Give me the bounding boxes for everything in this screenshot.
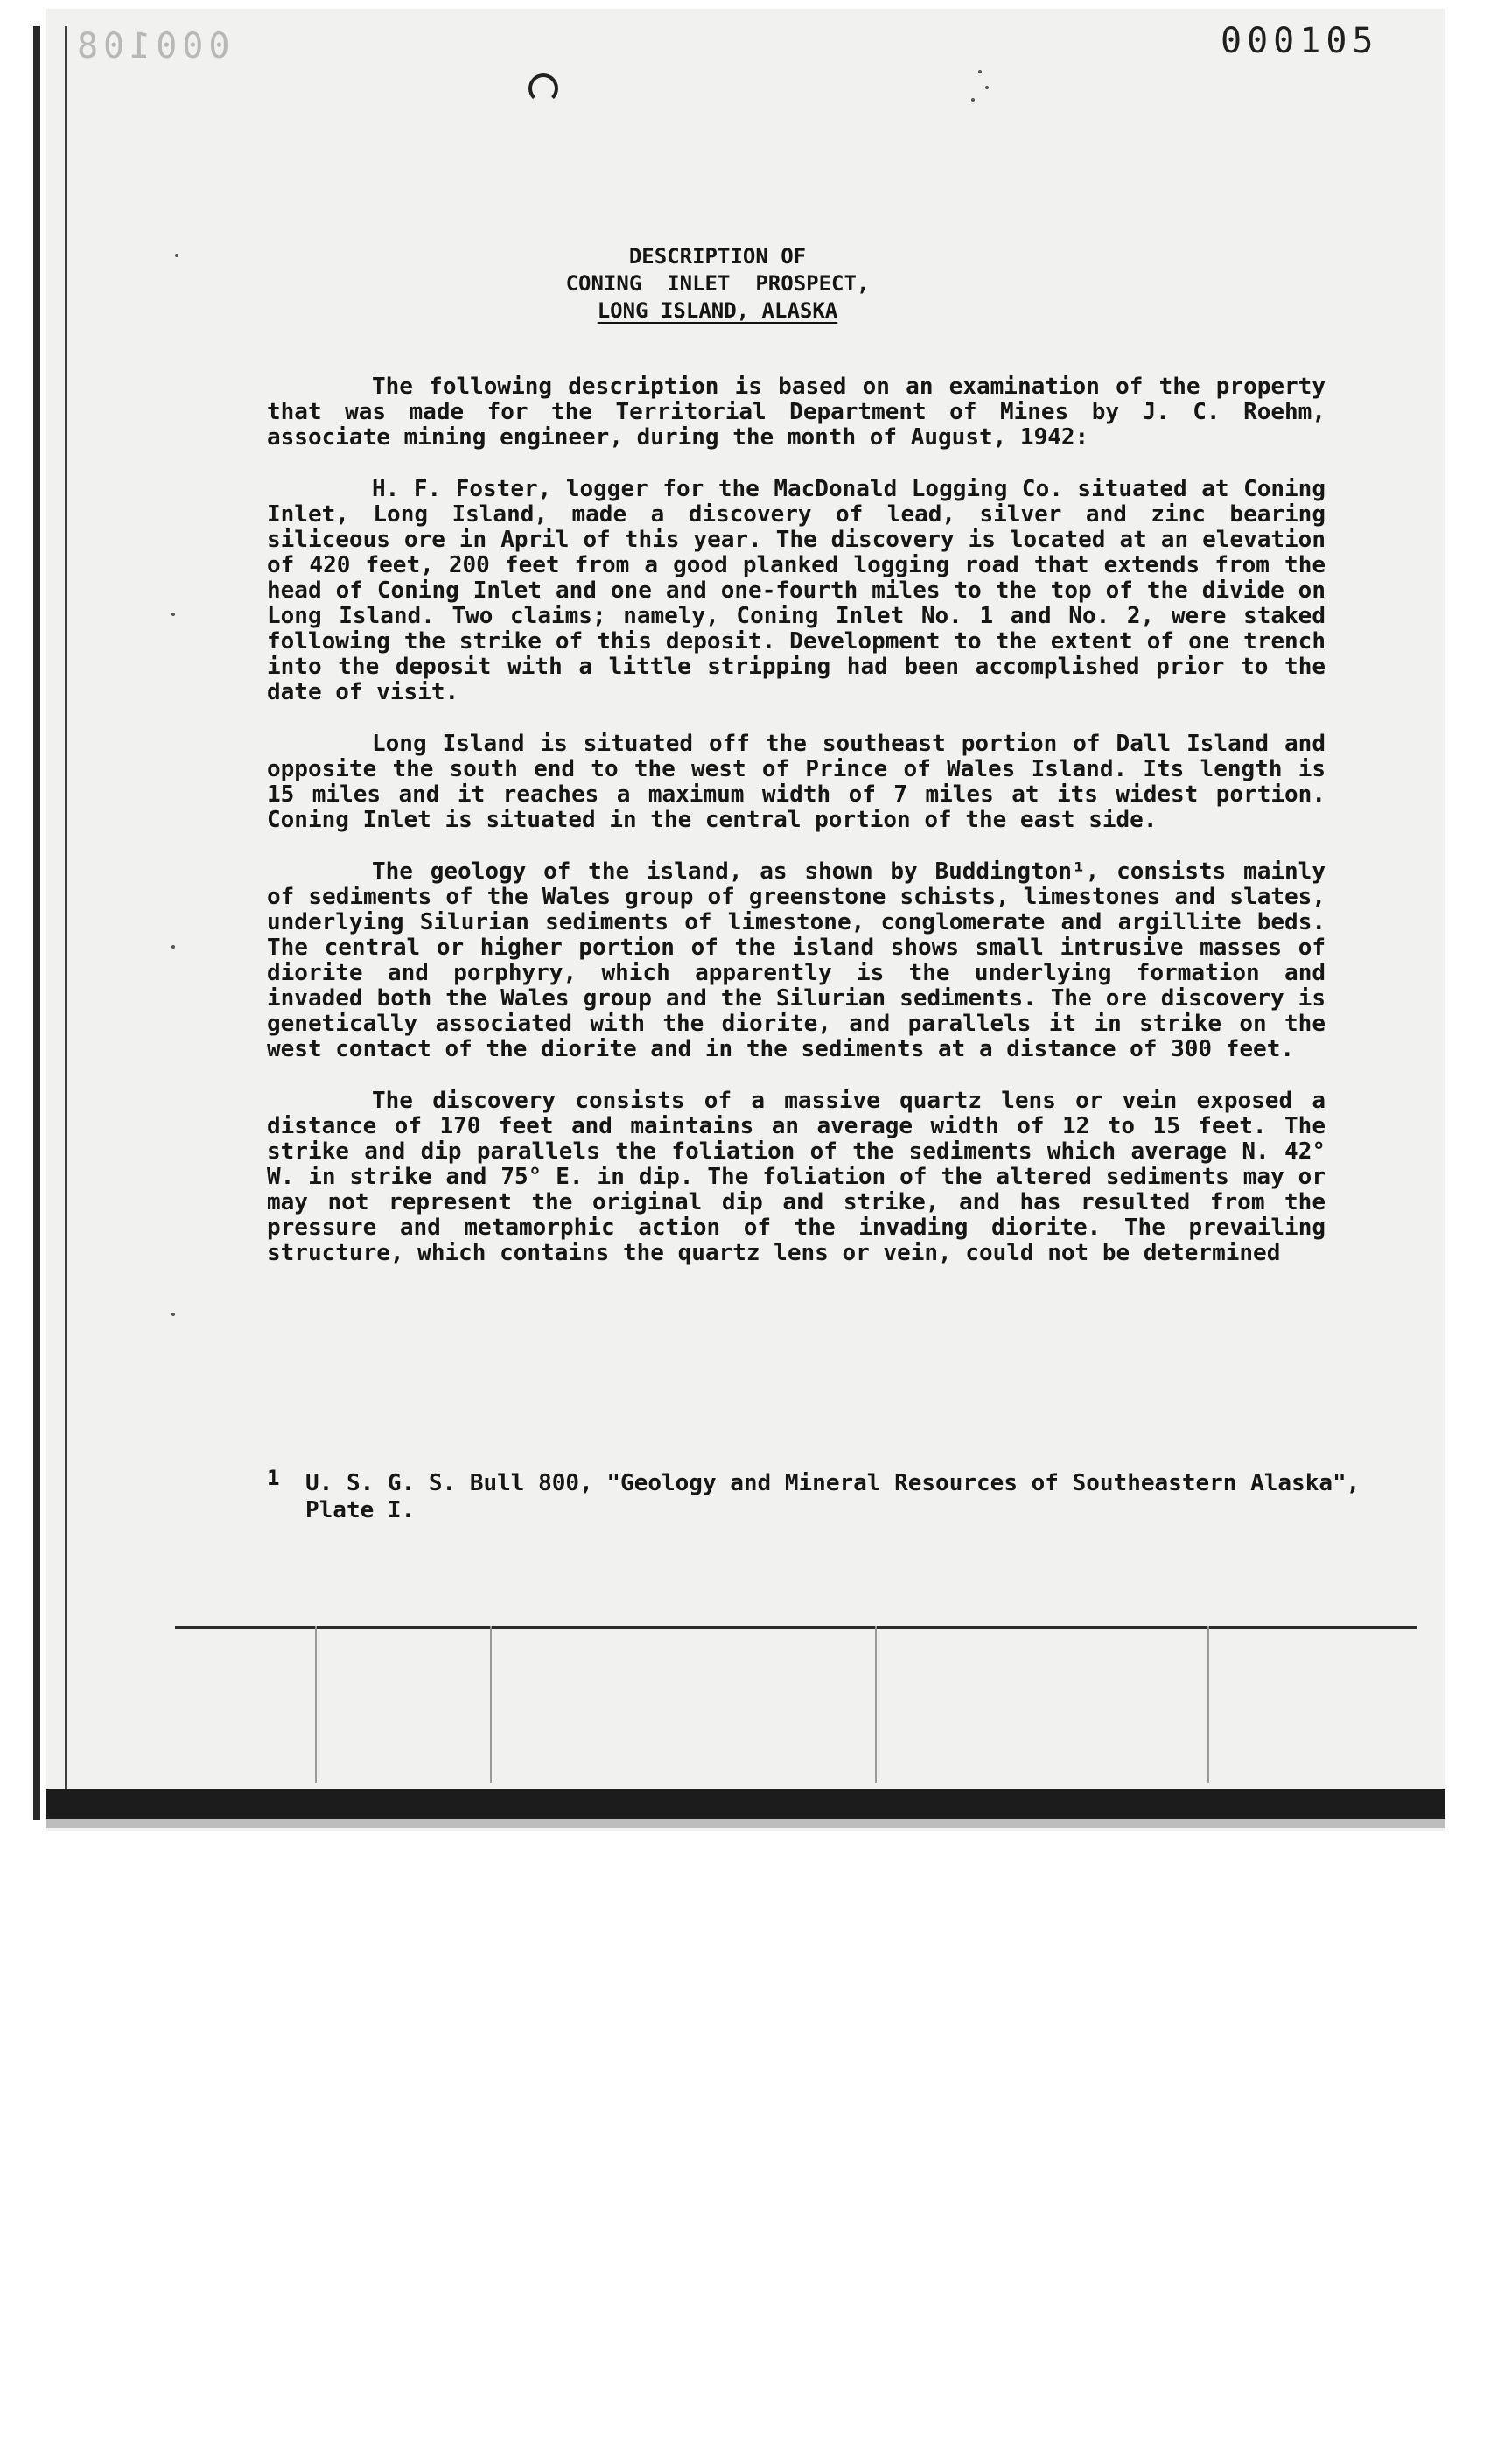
paragraph-geology: The geology of the island, as shown by Buddington¹, consists mainly of sediments of the Wales group of greenstone schists, limestones and slates, underlying Silurian sediments of limestone, conglomerate and argillite beds. The central or higher portion of the island shows small intrusive masses of diorite and porphyry, which apparently is the underlying formation and invaded both the Wales group and the Silurian sediments. The ore discovery is genetically associated with the diorite, and parallels it in strike on the west contact of the diorite and in the sediments at a distance of 300 feet.: [267, 858, 1326, 1062]
bleed-through-stamp: 000108: [72, 26, 230, 66]
document-heading: [490, 243, 945, 325]
bottom-rule: [175, 1626, 1418, 1629]
paragraph-deposit: The discovery consists of a massive quartz lens or vein exposed a distance of 170 feet and maintains an average width of 12 to 15 feet. The strike and dip parallels the foliation of the sediments which average N. 42° W. in strike and 75° E. in dip. The foliation of the altered sediments may or may not represent the original dip and strike, and has resulted from the pressure and metamorphic action of the invading diorite. The prevailing structure, which contains the quartz lens or vein, could not be determined: [267, 1088, 1326, 1266]
punch-hole-mark: [528, 74, 558, 103]
paragraph-intro: The following description is based on an examination of the property that was made for the Territorial Department of Mines by J. C. Roehm, associate mining engineer, during the month of August, 1942:: [267, 374, 1326, 451]
footnote-text: U. S. G. S. Bull 800, "Geology and Mineral Resources of Southeastern Alaska", Plate I.: [305, 1470, 1361, 1523]
footnote: [267, 1466, 1390, 1524]
faint-vertical-mark: [490, 1626, 492, 1783]
faint-vertical-mark: [1208, 1626, 1209, 1783]
scan-bottom-edge: [46, 1789, 1446, 1819]
paragraph-discovery: H. F. Foster, logger for the MacDonald Logging Co. situated at Coning Inlet, Long Island, made a discovery of lead, silver and zinc bearing siliceous ore in April of this year. The discovery is located at an elevation of 420 feet, 200 feet from a good planked logging road that extends from the head of Coning Inlet and one and one-fourth miles to the top of the divide on Long Island. Two claims; namely, Coning Inlet No. 1 and No. 2, were staked following the strike of this deposit. Development to the extent of one trench into the deposit with a little stripping had been accomplished prior to the date of visit.: [267, 476, 1326, 705]
speck: [978, 70, 982, 74]
speck: [172, 612, 175, 616]
heading-line-3: LONG ISLAND, ALASKA: [597, 298, 838, 323]
scan-bottom-shadow: [46, 1819, 1446, 1828]
heading-line-2: CONING INLET PROSPECT,: [565, 271, 870, 296]
speck: [172, 945, 175, 948]
faint-vertical-mark: [315, 1626, 317, 1783]
speck: [971, 98, 975, 102]
speck: [172, 1312, 175, 1316]
speck: [175, 254, 178, 257]
page-number: 000105: [1221, 21, 1379, 61]
document-body: [267, 374, 1326, 1292]
faint-vertical-mark: [875, 1626, 877, 1783]
heading-line-1: DESCRIPTION OF: [628, 244, 807, 269]
paragraph-location: Long Island is situated off the southeast portion of Dall Island and opposite the south end to the west of Prince of Wales Island. Its length is 15 miles and it reaches a maximum width of 7 miles at its widest portion. Coning Inlet is situated in the central portion of the east side.: [267, 731, 1326, 833]
footnote-mark: 1: [267, 1466, 280, 1490]
speck: [985, 86, 989, 89]
scan-left-edge: [33, 26, 40, 1820]
scan-margin-line: [65, 26, 67, 1802]
